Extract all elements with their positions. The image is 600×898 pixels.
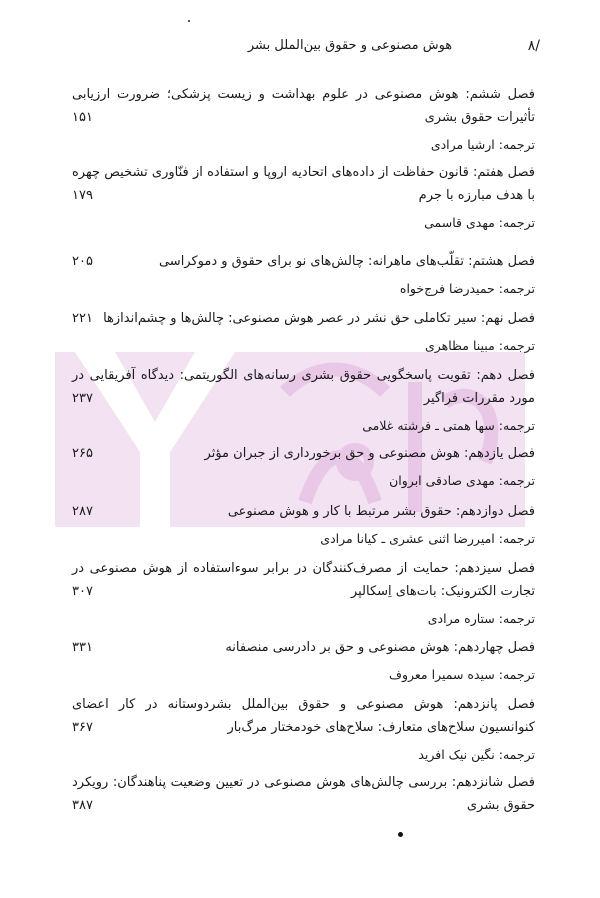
chapter-title: فصل دوازدهم: حقوق بشر مرتبط با کار و هوش مصنوعی ۲۸۷	[72, 500, 535, 523]
chapter-page: ۳۳۱	[72, 640, 93, 655]
chapter-page: ۲۶۵	[72, 446, 93, 461]
chapter-title: فصل هشتم: تقلّب‌های ماهرانه: چالش‌های نو برای حقوق و دموکراسی ۲۰۵	[72, 250, 535, 273]
translator: ترجمه: امیررضا اثنی عشری ـ کیانا مرادی	[320, 531, 535, 546]
toc-entry[interactable]	[72, 161, 535, 234]
toc-entry[interactable]	[72, 636, 535, 686]
translator: ترجمه: مهدی قاسمی	[424, 215, 535, 230]
toc-entry[interactable]	[72, 250, 535, 300]
running-header-title: هوش مصنوعی و حقوق بین‌الملل بشر	[247, 38, 453, 53]
scan-speck	[188, 20, 190, 22]
toc-entry[interactable]	[72, 364, 535, 437]
chapter-page: ۲۳۷	[72, 391, 93, 406]
chapter-page: ۲۲۱	[72, 311, 93, 326]
chapter-page: ۲۰۵	[72, 254, 93, 269]
chapter-title: فصل نهم: سیر تکاملی حق نشر در عصر هوش مصنوعی: چالش‌ها و چشم‌اندازها ۲۲۱	[72, 307, 535, 330]
chapter-title: فصل هفتم: قانون حفاظت از داده‌های اتحادیه اروپا و استفاده از فنّاوری تشخیص چهره با هدف مبارزه با جرم ۱۷۹	[72, 161, 535, 207]
toc-entry[interactable]	[72, 307, 535, 357]
toc-entry[interactable]	[72, 693, 535, 766]
translator: ترجمه: مبینا مظاهری	[424, 338, 535, 353]
translator: ترجمه: سیده سمیرا معروف	[389, 667, 535, 682]
page-dot	[398, 832, 403, 837]
toc-entry[interactable]	[72, 557, 535, 630]
toc-entry[interactable]	[72, 442, 535, 492]
toc-entry[interactable]	[72, 771, 535, 817]
chapter-page: ۳۶۷	[72, 720, 93, 735]
chapter-page: ۲۸۷	[72, 504, 93, 519]
page-number: /۸	[527, 38, 540, 54]
translator: ترجمه: سها همتی ـ فرشته غلامی	[362, 418, 535, 433]
chapter-title: فصل شانزدهم: بررسی چالش‌های هوش مصنوعی در تعیین وضعیت پناهندگان: رویکرد حقوق بشری ۳۸۷	[72, 771, 535, 817]
translator: ترجمه: ارشیا مرادی	[430, 137, 535, 152]
chapter-page: ۱۷۹	[72, 188, 93, 203]
chapter-page: ۱۵۱	[72, 110, 93, 125]
translator: ترجمه: مهدی صادقی ابروان	[389, 473, 535, 488]
translator: ترجمه: ستاره مرادی	[427, 611, 535, 626]
chapter-title: فصل ششم: هوش مصنوعی در علوم بهداشت و زیست پزشکی؛ ضرورت ارزیابی تأثیرات حقوق بشری ۱۵۱	[72, 83, 535, 129]
chapter-title: فصل سیزدهم: حمایت از مصرف‌کنندگان در برابر سوءاستفاده از هوش مصنوعی در تجارت الکترونیک: بات‌های اِسکالپر ۳۰۷	[72, 557, 535, 603]
chapter-title: فصل دهم: تقویت پاسخگویی حقوق بشری رسانه‌های الگوریتمی: دیدگاه آفریقایی در مورد مقررات فراگیر ۲۳۷	[72, 364, 535, 410]
translator: ترجمه: حمیدرضا فرج‌خواه	[399, 281, 535, 296]
chapter-page: ۳۰۷	[72, 584, 93, 599]
translator: ترجمه: نگین نیک افرید	[418, 747, 535, 762]
chapter-page: ۳۸۷	[72, 798, 93, 813]
chapter-title: فصل یازدهم: هوش مصنوعی و حق برخورداری از جبران مؤثر ۲۶۵	[72, 442, 535, 465]
toc-entry[interactable]	[72, 500, 535, 550]
toc-entry[interactable]	[72, 83, 535, 156]
chapter-title: فصل چهاردهم: هوش مصنوعی و حق بر دادرسی منصفانه ۳۳۱	[72, 636, 535, 659]
chapter-title: فصل پانزدهم: هوش مصنوعی و حقوق بین‌الملل بشردوستانه در کار اعضای کنوانسیون سلاح‌های متعارف: سلاح‌های خودمختار مرگ‌بار ۳۶۷	[72, 693, 535, 739]
